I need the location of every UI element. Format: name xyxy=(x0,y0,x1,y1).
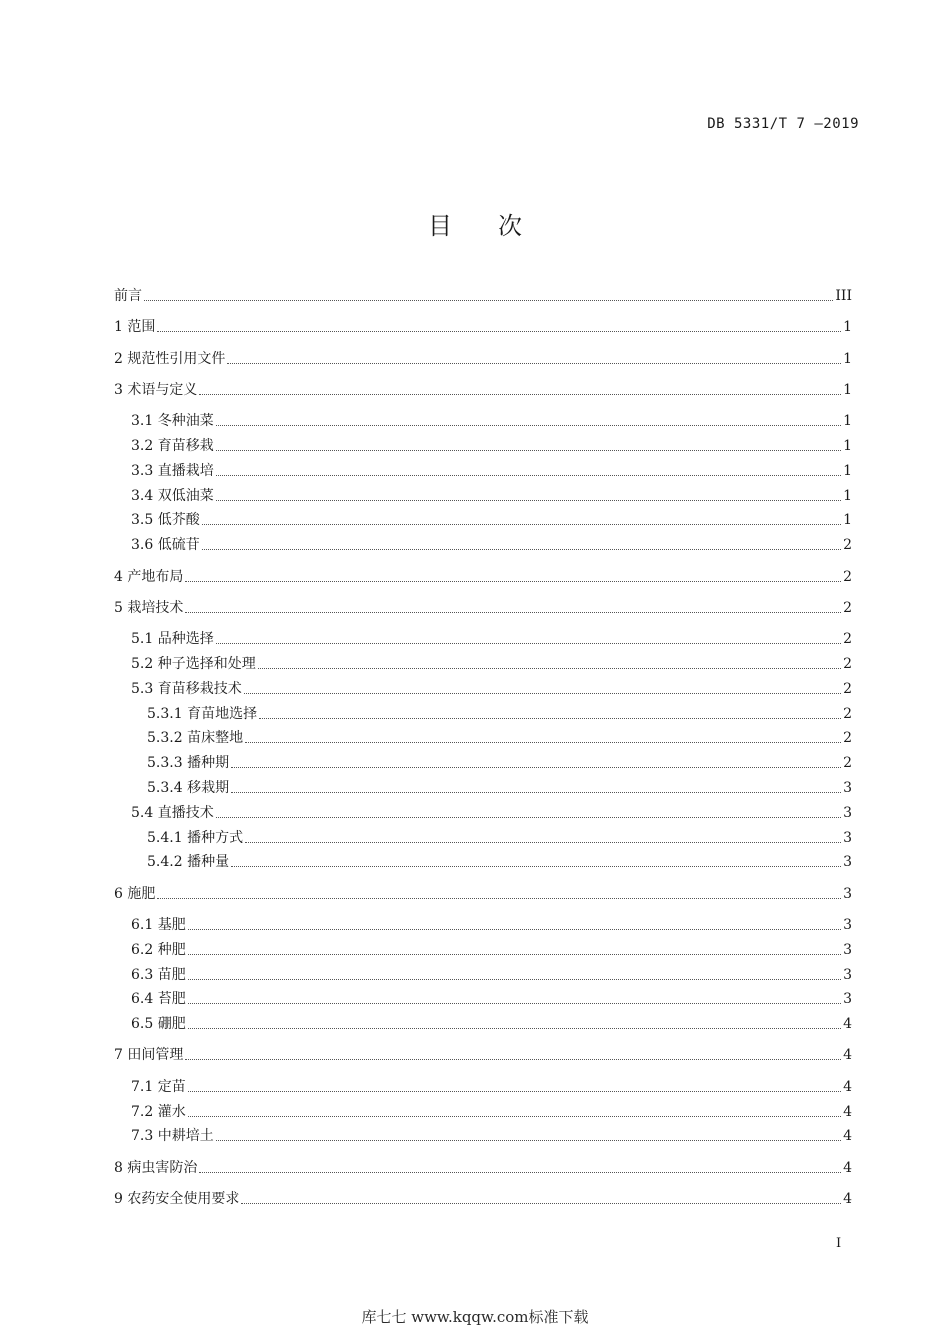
toc-entry-label: 5 栽培技术 xyxy=(114,599,184,616)
toc-leader-dots xyxy=(185,612,841,613)
toc-entry[interactable] xyxy=(114,1102,852,1122)
toc-entry-label: 5.2 种子选择和处理 xyxy=(131,655,256,672)
toc-leader-dots xyxy=(231,866,841,867)
toc-entry-page: III xyxy=(835,288,852,304)
toc-entry-label: 3 术语与定义 xyxy=(114,381,198,398)
toc-entry-label: 7.1 定苗 xyxy=(131,1078,186,1095)
toc-entry[interactable] xyxy=(114,1189,852,1209)
toc-entry-label: 5.3.2 苗床整地 xyxy=(147,730,244,747)
toc-entry-page: 2 xyxy=(843,537,852,554)
toc-entry-label: 7 田间管理 xyxy=(114,1047,184,1064)
toc-leader-dots xyxy=(202,549,841,550)
toc-entry-label: 3.2 育苗移栽 xyxy=(131,438,214,454)
toc-leader-dots xyxy=(231,792,841,793)
toc-leader-dots xyxy=(188,979,841,980)
toc-entry-label: 5.1 品种选择 xyxy=(131,631,214,648)
toc-entry-label: 6.5 硼肥 xyxy=(131,1016,186,1033)
toc-entry[interactable] xyxy=(114,461,852,481)
toc-entry-label: 3.3 直播栽培 xyxy=(131,462,214,479)
toc-entry[interactable] xyxy=(114,884,852,904)
toc-entry[interactable] xyxy=(114,940,852,960)
toc-entry[interactable] xyxy=(114,728,852,748)
toc-entry-label: 4 产地布局 xyxy=(114,568,184,585)
toc-entry-page: 3 xyxy=(843,966,852,983)
toc-leader-dots xyxy=(157,898,841,899)
toc-entry-label: 3.5 低芥酸 xyxy=(131,512,200,529)
toc-entry-page: 3 xyxy=(843,916,852,933)
toc-entry[interactable] xyxy=(114,535,852,555)
toc-leader-dots xyxy=(216,817,841,818)
toc-entry[interactable] xyxy=(114,965,852,985)
toc-entry[interactable] xyxy=(114,915,852,935)
toc-entry[interactable] xyxy=(114,380,852,400)
toc-entry[interactable] xyxy=(114,753,852,773)
toc-entry[interactable] xyxy=(114,286,852,306)
toc-entry-label: 7.3 中耕培土 xyxy=(131,1128,214,1145)
toc-leader-dots xyxy=(188,954,841,955)
toc-entry-label: 2 规范性引用文件 xyxy=(114,350,226,367)
toc-leader-dots xyxy=(188,1116,841,1117)
toc-entry-page: 4 xyxy=(843,1078,852,1095)
toc-entry[interactable] xyxy=(114,778,852,798)
toc-leader-dots xyxy=(244,693,841,694)
toc-entry-label: 5.3 育苗移栽技术 xyxy=(131,680,242,697)
toc-entry[interactable] xyxy=(114,679,852,699)
toc-entry-page: 4 xyxy=(843,1047,852,1064)
toc-entry-page: 3 xyxy=(843,829,852,846)
toc-entry[interactable] xyxy=(114,486,852,506)
standard-code: DB 5331/T 7 —2019 xyxy=(707,116,859,132)
toc-entry-page: 2 xyxy=(843,730,852,747)
page-number: I xyxy=(836,1236,842,1251)
toc-leader-dots xyxy=(259,718,841,719)
toc-entry-label: 5.3.1 育苗地选择 xyxy=(147,705,258,722)
toc-leader-dots xyxy=(202,524,841,525)
page-title: 目次 xyxy=(428,212,568,240)
toc-entry-page: 4 xyxy=(843,1159,852,1176)
toc-entry[interactable] xyxy=(114,803,852,823)
toc-entry-page: 3 xyxy=(843,779,852,796)
toc-entry[interactable] xyxy=(114,510,852,530)
toc-entry[interactable] xyxy=(114,598,852,618)
toc-entry-page: 2 xyxy=(843,680,852,697)
toc-entry-page: 3 xyxy=(843,854,852,871)
toc-entry[interactable] xyxy=(114,567,852,587)
toc-entry-label: 3.4 双低油菜 xyxy=(131,487,214,504)
toc-entry-page: 1 xyxy=(843,350,852,367)
toc-leader-dots xyxy=(245,842,841,843)
toc-entry-page: 2 xyxy=(843,631,852,648)
toc-leader-dots xyxy=(185,581,841,582)
toc-leader-dots xyxy=(199,394,841,395)
toc-leader-dots xyxy=(241,1203,841,1204)
toc-leader-dots xyxy=(216,1140,841,1141)
toc-leader-dots xyxy=(185,1059,841,1060)
toc-entry-page: 1 xyxy=(843,381,852,398)
toc-leader-dots xyxy=(227,363,841,364)
watermark: 库七七 www.kqqw.com标准下载 xyxy=(361,1308,589,1326)
toc-entry-page: 1 xyxy=(843,438,852,454)
toc-entry-page: 1 xyxy=(843,319,852,336)
toc-entry-page: 3 xyxy=(843,885,852,902)
toc-leader-dots xyxy=(231,767,841,768)
toc-entry-page: 1 xyxy=(843,462,852,479)
toc-entry-page: 3 xyxy=(843,941,852,958)
toc-entry[interactable] xyxy=(114,436,852,456)
toc-entry-page: 1 xyxy=(843,413,852,430)
toc-entry-label: 7.2 灌水 xyxy=(131,1103,186,1120)
toc-entry-page: 4 xyxy=(843,1103,852,1120)
toc-leader-dots xyxy=(216,643,841,644)
toc-entry-page: 1 xyxy=(843,512,852,529)
toc-entry-page: 3 xyxy=(843,991,852,1008)
toc-entry-label: 5.4 直播技术 xyxy=(131,804,214,821)
toc-entry[interactable] xyxy=(114,629,852,649)
toc-entry-page: 2 xyxy=(843,755,852,772)
toc-leader-dots xyxy=(216,425,841,426)
toc-entry-label: 3.6 低硫苷 xyxy=(131,537,200,554)
toc-entry[interactable] xyxy=(114,349,852,369)
toc-leader-dots xyxy=(144,300,833,301)
toc-entry-label: 前言 xyxy=(114,288,142,304)
toc-leader-dots xyxy=(258,668,841,669)
toc-entry[interactable] xyxy=(114,1126,852,1146)
toc-entry-page: 4 xyxy=(843,1016,852,1033)
toc-entry-page: 2 xyxy=(843,599,852,616)
toc-entry-page: 4 xyxy=(843,1128,852,1145)
toc-entry-label: 9 农药安全使用要求 xyxy=(114,1190,240,1207)
toc-leader-dots xyxy=(188,1091,841,1092)
toc-entry[interactable] xyxy=(114,654,852,674)
toc-entry-label: 5.4.1 播种方式 xyxy=(147,829,244,846)
toc-entry-page: 2 xyxy=(843,655,852,672)
toc-entry-page: 4 xyxy=(843,1190,852,1207)
toc-entry[interactable] xyxy=(114,1077,852,1097)
toc-entry-page: 1 xyxy=(843,487,852,504)
toc-entry[interactable] xyxy=(114,852,852,872)
toc-entry-label: 6.3 苗肥 xyxy=(131,966,186,983)
toc-entry[interactable] xyxy=(114,704,852,724)
toc-entry[interactable] xyxy=(114,1158,852,1178)
toc-leader-dots xyxy=(188,929,841,930)
toc-entry-label: 1 范围 xyxy=(114,319,156,336)
toc-entry-label: 5.3.3 播种期 xyxy=(147,755,230,772)
toc-entry-label: 3.1 冬种油菜 xyxy=(131,413,214,430)
toc-entry-label: 6 施肥 xyxy=(114,885,156,902)
toc-entry[interactable] xyxy=(114,411,852,431)
toc-leader-dots xyxy=(216,475,841,476)
toc-entry-label: 6.4 苔肥 xyxy=(131,991,186,1008)
toc-leader-dots xyxy=(188,1028,841,1029)
toc-entry[interactable] xyxy=(114,317,852,337)
toc-entry-page: 2 xyxy=(843,568,852,585)
toc-leader-dots xyxy=(216,450,841,451)
toc-entry-label: 6.2 种肥 xyxy=(131,941,186,958)
toc-entry[interactable] xyxy=(114,828,852,848)
toc-leader-dots xyxy=(199,1172,841,1173)
toc-leader-dots xyxy=(188,1003,841,1004)
toc-leader-dots xyxy=(216,500,841,501)
toc-entry-label: 5.4.2 播种量 xyxy=(147,854,230,871)
toc-entry-page: 2 xyxy=(843,705,852,722)
toc-entry-label: 8 病虫害防治 xyxy=(114,1159,198,1176)
toc-leader-dots xyxy=(157,331,841,332)
toc-entry-label: 5.3.4 移栽期 xyxy=(147,779,230,796)
toc-leader-dots xyxy=(245,742,841,743)
toc-entry-label: 6.1 基肥 xyxy=(131,916,186,933)
toc-entry-page: 3 xyxy=(843,804,852,821)
toc-entry[interactable] xyxy=(114,989,852,1009)
toc-entry[interactable] xyxy=(114,1045,852,1065)
toc-entry[interactable] xyxy=(114,1014,852,1034)
